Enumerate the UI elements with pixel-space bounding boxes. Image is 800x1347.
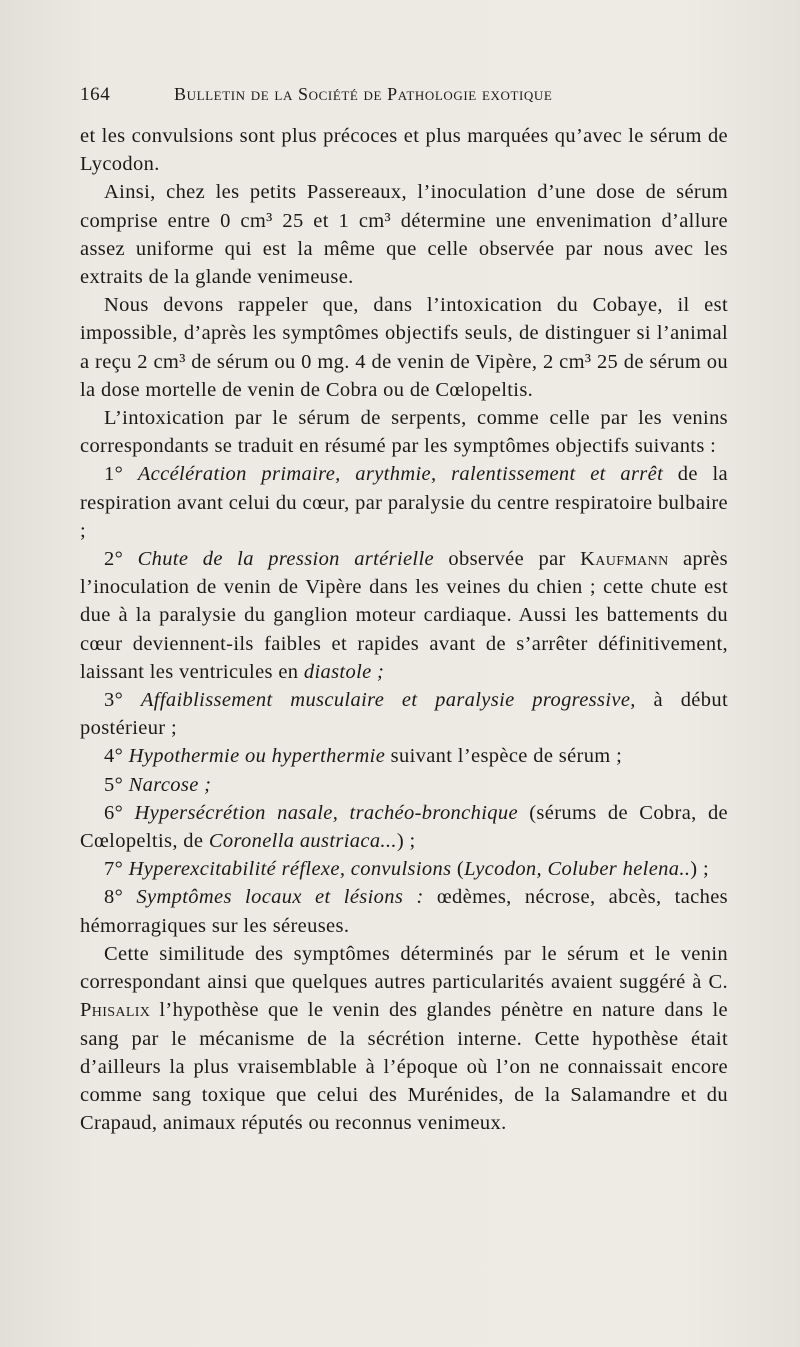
item-number: 3° <box>104 689 124 712</box>
item-number: 5° <box>104 773 124 796</box>
running-header <box>80 84 726 114</box>
paragraph: L’intoxication par le sérum de serpents, comme celle par les venins correspondants se traduit en résumé par les symptômes objectifs suivants : <box>80 407 728 458</box>
item-emphasis: Symptômes locaux et lésions : <box>136 886 424 909</box>
item-text: ( <box>456 858 465 881</box>
symptom-item-2 <box>80 545 728 686</box>
paragraph: et les convulsions sont plus précoces et plus marquées qu’avec le sérum de Lycodon. <box>80 125 728 176</box>
item-emphasis: Hypothermie ou hyperthermie <box>128 745 386 768</box>
item-emphasis: Narcose ; <box>128 773 212 796</box>
symptom-item-5 <box>80 771 728 799</box>
item-emphasis: diastole ; <box>303 660 385 683</box>
item-emphasis: Lycodon, Coluber helena.. <box>464 858 691 881</box>
item-emphasis: Coronella austriaca... <box>208 830 397 853</box>
paragraph-text: Cette similitude des symptômes déterminés par le sérum et le venin correspondant ainsi que quelques autres particularités avaient suggéré à C. <box>80 942 728 994</box>
symptom-item-7 <box>80 855 728 883</box>
symptom-item-8 <box>80 883 728 939</box>
item-text: observée par <box>448 548 566 571</box>
paragraph-text: l’hypothèse que le venin des glandes pénètre en nature dans le sang par le mécanisme de la sécrétion interne. Cette hypothèse était d’ailleurs la plus vraisemblable à l’époque où l’on ne connaissait encore comme sang toxique que celui des Murénides, de la Salamandre et du Crapaud, animaux réputés ou reconnus venimeux. <box>80 999 728 1135</box>
paragraph: Nous devons rappeler que, dans l’intoxication du Cobaye, il est impossible, d’après les symptômes objectifs seuls, de distinguer si l’animal a reçu 2 cm³ de sérum ou 0 mg. 4 de venin de Vipère, 2 cm³ 25 de sérum ou la dose mortelle de venin de Cobra ou de Cœlopeltis. <box>80 294 728 401</box>
closing-paragraph <box>80 940 728 1137</box>
author-name: Phisalix <box>80 999 151 1022</box>
item-emphasis: Hypersécrétion nasale, trachéo-bronchique <box>134 801 518 824</box>
symptom-item-1 <box>80 460 728 545</box>
symptom-item-4 <box>80 742 728 770</box>
item-text: ) ; <box>396 830 416 853</box>
item-text: œdèmes, nécrose, abcès, taches hémorragiques sur les séreuses. <box>80 886 728 937</box>
item-text: de la respiration avant celui du cœur, par paralysie du centre respiratoire bulbaire ; <box>80 463 728 542</box>
item-number: 4° <box>104 745 124 768</box>
item-emphasis: Accélération primaire, arythmie, ralentissement et arrêt <box>137 463 664 486</box>
symptom-item-3 <box>80 686 728 742</box>
item-emphasis: Hyperexcitabilité réflexe, convulsions <box>128 858 452 881</box>
paragraph: Ainsi, chez les petits Passereaux, l’inoculation d’une dose de sérum comprise entre 0 cm³ 25 et 1 cm³ détermine une envenimation d’allure assez uniforme qui est la même que celle observée par nous avec les extraits de la glande venimeuse. <box>80 181 728 289</box>
page-number: 164 <box>80 84 111 105</box>
item-number: 7° <box>104 858 124 881</box>
item-emphasis: Chute de la pression artérielle <box>137 548 434 571</box>
item-text: à début postérieur ; <box>80 689 728 740</box>
article-body <box>80 122 728 1137</box>
item-text: ) ; <box>690 858 709 881</box>
item-number: 1° <box>104 463 124 486</box>
item-number: 6° <box>104 801 124 824</box>
item-emphasis: Affaiblissement musculaire et paralysie progressive, <box>140 689 636 712</box>
item-text: (sérums de Cobra, de Cœlopeltis, de <box>80 801 728 853</box>
item-number: 8° <box>104 886 124 909</box>
symptom-item-6 <box>80 799 728 855</box>
author-name: Kaufmann <box>580 548 669 571</box>
item-number: 2° <box>104 548 124 571</box>
item-text: suivant l’espèce de sérum ; <box>390 745 623 768</box>
journal-title: Bulletin de la Société de Pathologie exotique <box>174 84 553 104</box>
item-text: après l’inoculation de venin de Vipère dans les veines du chien ; cette chute est due à la paralysie du ganglion moteur cardiaque. Aussi les battements du cœur deviennent-ils faibles et rapides avant de s’arrêter définitivement, laissant les ventricules en <box>80 548 728 683</box>
